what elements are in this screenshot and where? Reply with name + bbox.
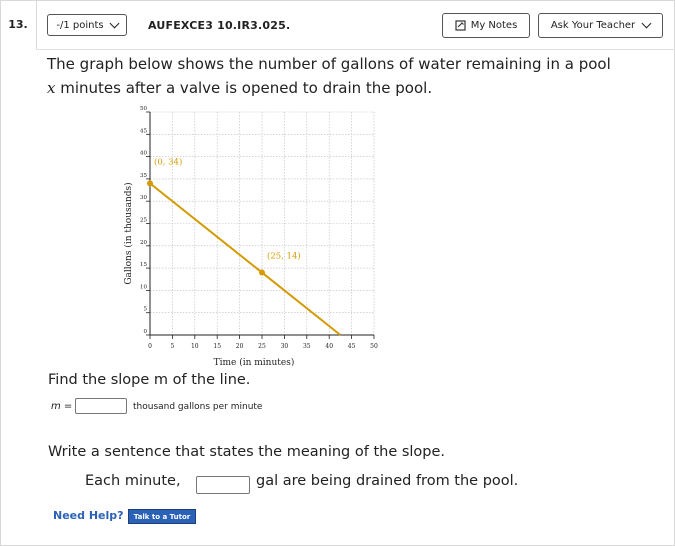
y-tick-label: 20	[140, 239, 147, 246]
need-help-label: Need Help?	[53, 509, 124, 522]
notes-icon	[455, 20, 466, 31]
question-id: AUFEXCE3 10.IR3.025.	[148, 19, 291, 32]
ask-teacher-button[interactable]	[538, 13, 663, 38]
chevron-down-icon	[642, 19, 652, 29]
x-tick-label: 0	[148, 343, 152, 350]
talk-to-tutor-button[interactable]: Talk to a Tutor	[128, 509, 196, 524]
x-tick-label: 25	[258, 343, 266, 350]
y-tick-label: 0	[143, 329, 147, 335]
ask-teacher-label: Ask Your Teacher	[550, 20, 636, 31]
sentence-end: gal are being drained from the pool.	[256, 473, 519, 489]
x-tick-label: 40	[325, 343, 334, 350]
part1-instruction: Find the slope m of the line.	[48, 372, 251, 388]
y-tick-label: 10	[140, 284, 147, 291]
x-axis-label: Time (in minutes)	[213, 358, 295, 366]
data-point	[147, 180, 153, 186]
x-tick-label: 10	[190, 343, 199, 350]
slope-input[interactable]	[75, 398, 127, 414]
question-prompt	[47, 52, 657, 100]
chevron-down-icon	[109, 18, 119, 28]
point-label: (25, 14)	[267, 251, 301, 262]
prompt-line-2-text: minutes after a valve is opened to drain the pool.	[55, 79, 433, 97]
gallons-input[interactable]	[196, 476, 250, 494]
y-tick-label: 30	[140, 195, 147, 202]
y-tick-label: 35	[140, 172, 147, 179]
question-number: 13.	[0, 0, 37, 49]
point-label: (0, 34)	[154, 157, 183, 168]
y-tick-label: 45	[140, 128, 147, 135]
x-tick-label: 5	[170, 343, 175, 350]
prompt-line-2	[47, 76, 657, 100]
y-tick-label: 40	[140, 150, 147, 157]
y-tick-label: 25	[140, 217, 147, 224]
x-tick-label: 30	[280, 343, 289, 350]
x-tick-label: 45	[347, 343, 356, 350]
drain-graph	[110, 104, 390, 366]
my-notes-label: My Notes	[470, 20, 518, 31]
slope-units: thousand gallons per minute	[133, 402, 263, 412]
y-tick-label: 15	[140, 262, 147, 269]
x-tick-label: 20	[235, 343, 244, 350]
part2-instruction: Write a sentence that states the meaning of the slope.	[48, 444, 446, 460]
data-point	[259, 270, 265, 276]
x-tick-label: 50	[370, 343, 378, 350]
sentence-start: Each minute,	[85, 473, 181, 489]
slope-variable-label: m =	[51, 401, 73, 412]
series-line	[150, 183, 340, 335]
y-tick-label: 5	[143, 306, 147, 313]
prompt-line-1: The graph below shows the number of gallons of water remaining in a pool	[47, 55, 611, 73]
y-tick-label: 50	[140, 106, 147, 112]
y-axis-label: Gallons (in thousands)	[124, 182, 134, 285]
header-divider	[36, 49, 675, 50]
points-label: -/1 points	[56, 19, 104, 31]
points-dropdown[interactable]	[47, 14, 127, 36]
my-notes-button[interactable]	[442, 13, 530, 38]
x-tick-label: 35	[302, 343, 311, 350]
variable-x: x	[47, 79, 56, 97]
x-tick-label: 15	[213, 343, 222, 350]
